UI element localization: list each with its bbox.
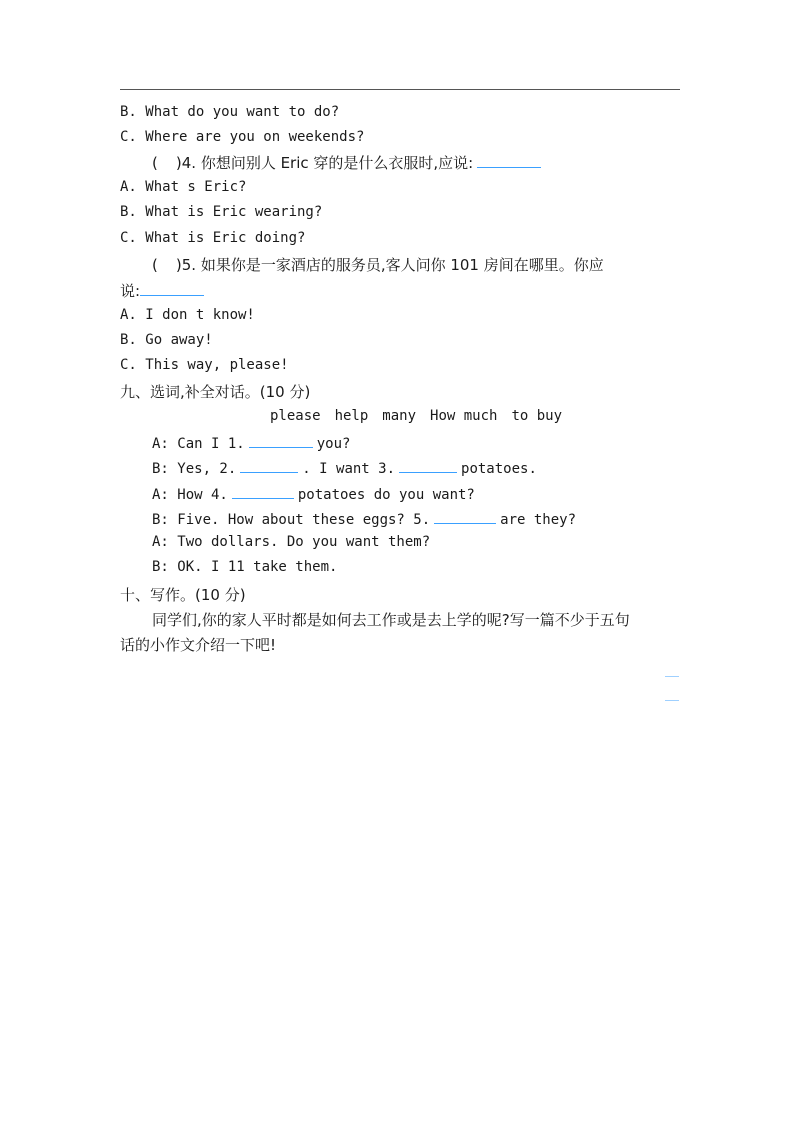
dialogue-text: you? — [316, 436, 351, 452]
dialogue-text: potatoes do you want? — [297, 487, 475, 503]
dialogue-text: B: Five. How about these eggs? 5. — [152, 512, 431, 528]
top-rule — [120, 89, 680, 90]
q5-prompt-line2: 说: — [120, 282, 141, 300]
q5-option-c: C. This way, please! — [120, 357, 289, 373]
q4-number: )4. — [175, 154, 197, 172]
dialogue-line-3 — [152, 484, 475, 503]
dialogue-text: A: How 4. — [152, 487, 228, 503]
dialogue-text: . I want 3. — [302, 461, 396, 477]
q3-option-b: B. What do you want to do? — [120, 104, 340, 120]
blank-3[interactable] — [399, 458, 457, 473]
margin-mark — [665, 700, 679, 701]
blank-5[interactable] — [434, 509, 496, 524]
word-bank-item: to buy — [511, 408, 563, 424]
q5-number: )5. — [175, 256, 197, 274]
q4-option-c: C. What is Eric doing? — [120, 230, 306, 246]
q3-option-c: C. Where are you on weekends? — [120, 129, 365, 145]
blank-1[interactable] — [249, 433, 313, 448]
q4-answer-blank[interactable] — [477, 153, 541, 168]
section9-heading: 九、选词,补全对话。(10 分) — [120, 383, 311, 401]
section10-prompt-line1: 同学们,你的家人平时都是如何去工作或是去上学的呢?写一篇不少于五句 — [152, 611, 630, 629]
q4-question — [152, 152, 545, 173]
blank-4[interactable] — [232, 484, 294, 499]
q5-prompt-line1: 如果你是一家酒店的服务员,客人问你 101 房间在哪里。你应 — [200, 256, 604, 274]
q5-prompt-line2-row — [120, 280, 208, 301]
dialogue-line-1 — [152, 433, 350, 452]
q5-option-b: B. Go away! — [120, 332, 213, 348]
dialogue-line-4 — [152, 509, 576, 528]
q5-option-a: A. I don t know! — [120, 307, 255, 323]
word-bank-item: help — [334, 408, 369, 424]
q4-option-a: A. What s Eric? — [120, 179, 247, 195]
word-bank-item: How much — [430, 408, 498, 424]
dialogue-line-5: A: Two dollars. Do you want them? — [152, 534, 431, 550]
dialogue-line-2 — [152, 458, 537, 477]
q5-question — [152, 254, 604, 275]
q4-prompt: 你想问别人 Eric 穿的是什么衣服时,应说: — [200, 154, 474, 172]
q4-option-b: B. What is Eric wearing? — [120, 204, 323, 220]
word-bank-item: please — [270, 408, 321, 424]
q5-answer-blank[interactable] — [140, 281, 204, 296]
word-bank — [270, 408, 576, 424]
dialogue-text: B: Yes, 2. — [152, 461, 237, 477]
dialogue-text: A: Can I 1. — [152, 436, 245, 452]
q5-paren-open: ( — [152, 256, 158, 274]
word-bank-item: many — [382, 408, 417, 424]
q4-paren-open: ( — [152, 154, 158, 172]
dialogue-line-6: B: OK. I 11 take them. — [152, 559, 338, 575]
margin-mark — [665, 676, 679, 677]
dialogue-text: potatoes. — [461, 461, 537, 477]
blank-2[interactable] — [240, 458, 298, 473]
dialogue-text: are they? — [500, 512, 577, 528]
section10-prompt-line2: 话的小作文介绍一下吧! — [120, 636, 277, 654]
section10-heading: 十、写作。(10 分) — [120, 586, 246, 604]
